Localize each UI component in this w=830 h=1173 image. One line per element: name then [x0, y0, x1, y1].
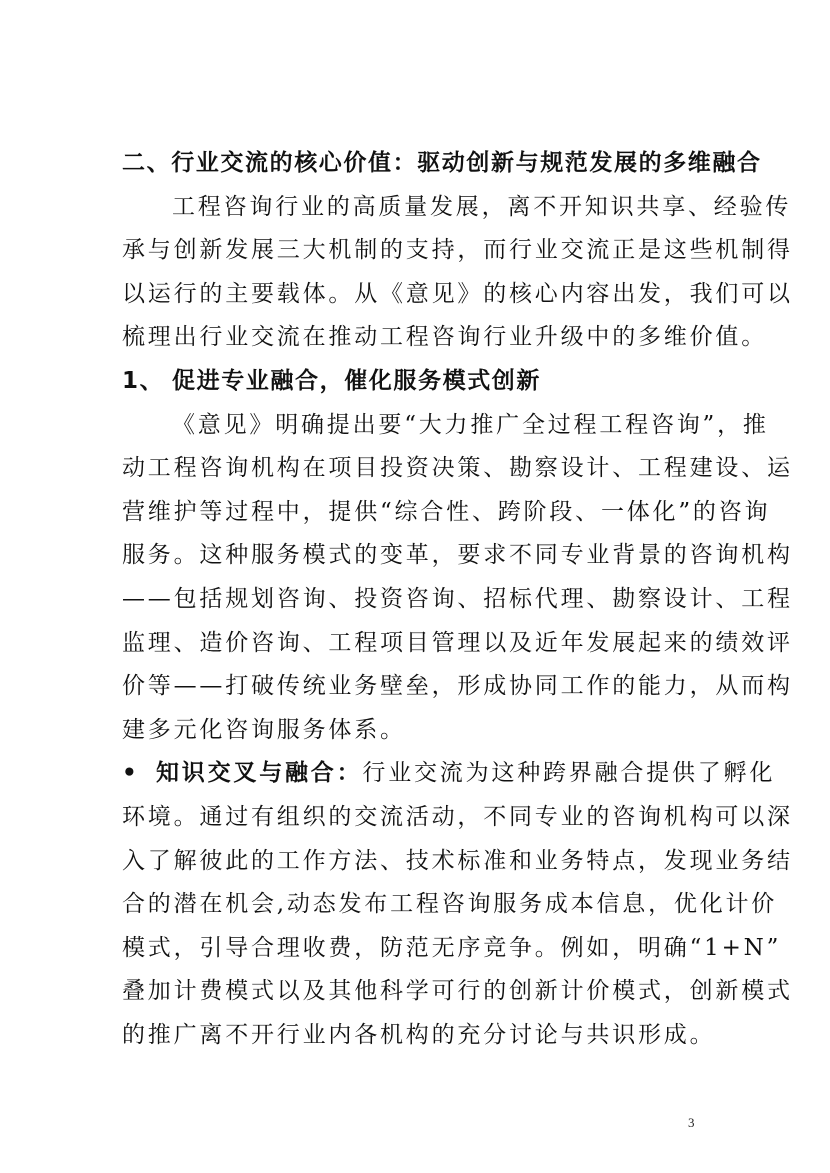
paragraph-line: 服务。这种服务模式的变革，要求不同专业背景的咨询机构	[122, 542, 793, 569]
bullet-icon: •	[122, 760, 140, 787]
paragraph-line: 梳理出行业交流在推动工程咨询行业升级中的多维价值。	[122, 324, 767, 351]
subsection-heading	[122, 360, 712, 404]
bullet-text: 行业交流为这种跨界融合提供了孵化	[362, 760, 776, 787]
paragraph-line: 建多元化咨询服务体系。	[122, 716, 406, 743]
paragraph-line: 模式，引导合理收费，防范无序竞争。例如，明确“1+N”	[122, 934, 782, 961]
paragraph-line: 入了解彼此的工作方法、技术标准和业务特点，发现业务结	[122, 847, 793, 874]
paragraph-line: 工程咨询行业的高质量发展，离不开知识共享、经验传	[172, 193, 792, 220]
page-number: 3	[688, 1115, 695, 1130]
section-heading: 二、行业交流的核心价值：驱动创新与规范发展的多维融合	[122, 150, 762, 176]
paragraph-line: 的推广离不开行业内各机构的充分讨论与共识形成。	[122, 1021, 716, 1048]
paragraph-line: 叠加计费模式以及其他科学可行的创新计价模式，创新模式	[122, 978, 793, 1005]
paragraph-line: ——包括规划咨询、投资咨询、招标代理、勘察设计、工程	[122, 585, 793, 612]
paragraph-line: 环境。通过有组织的交流活动，不同专业的咨询机构可以深	[122, 803, 793, 830]
paragraph-line: 动工程咨询机构在项目投资决策、勘察设计、工程建设、运	[122, 455, 793, 482]
paragraph-line: 合的潜在机会,动态发布工程咨询服务成本信息，优化计价	[122, 891, 778, 918]
page-body	[122, 142, 793, 1057]
paragraph-line: 价等——打破传统业务壁垒，形成协同工作的能力，从而构	[122, 673, 793, 700]
subsection-title: 促进专业融合，催化服务模式创新	[172, 367, 541, 394]
paragraph-line: 监理、造价咨询、工程项目管理以及近年发展起来的绩效评	[122, 629, 793, 656]
subsection-number: 1、	[122, 367, 165, 394]
paragraph-line: 营维护等过程中，提供“综合性、跨阶段、一体化”的咨询	[122, 498, 771, 525]
paragraph-line: 以运行的主要载体。从《意见》的核心内容出发，我们可以	[122, 280, 793, 307]
paragraph-line: 承与创新发展三大机制的支持，而行业交流正是这些机制得	[122, 237, 793, 264]
bullet-item	[122, 752, 776, 796]
paragraph-line: 《意见》明确提出要“大力推广全过程工程咨询”，推	[172, 411, 769, 438]
bullet-lead: 知识交叉与融合：	[156, 760, 363, 787]
